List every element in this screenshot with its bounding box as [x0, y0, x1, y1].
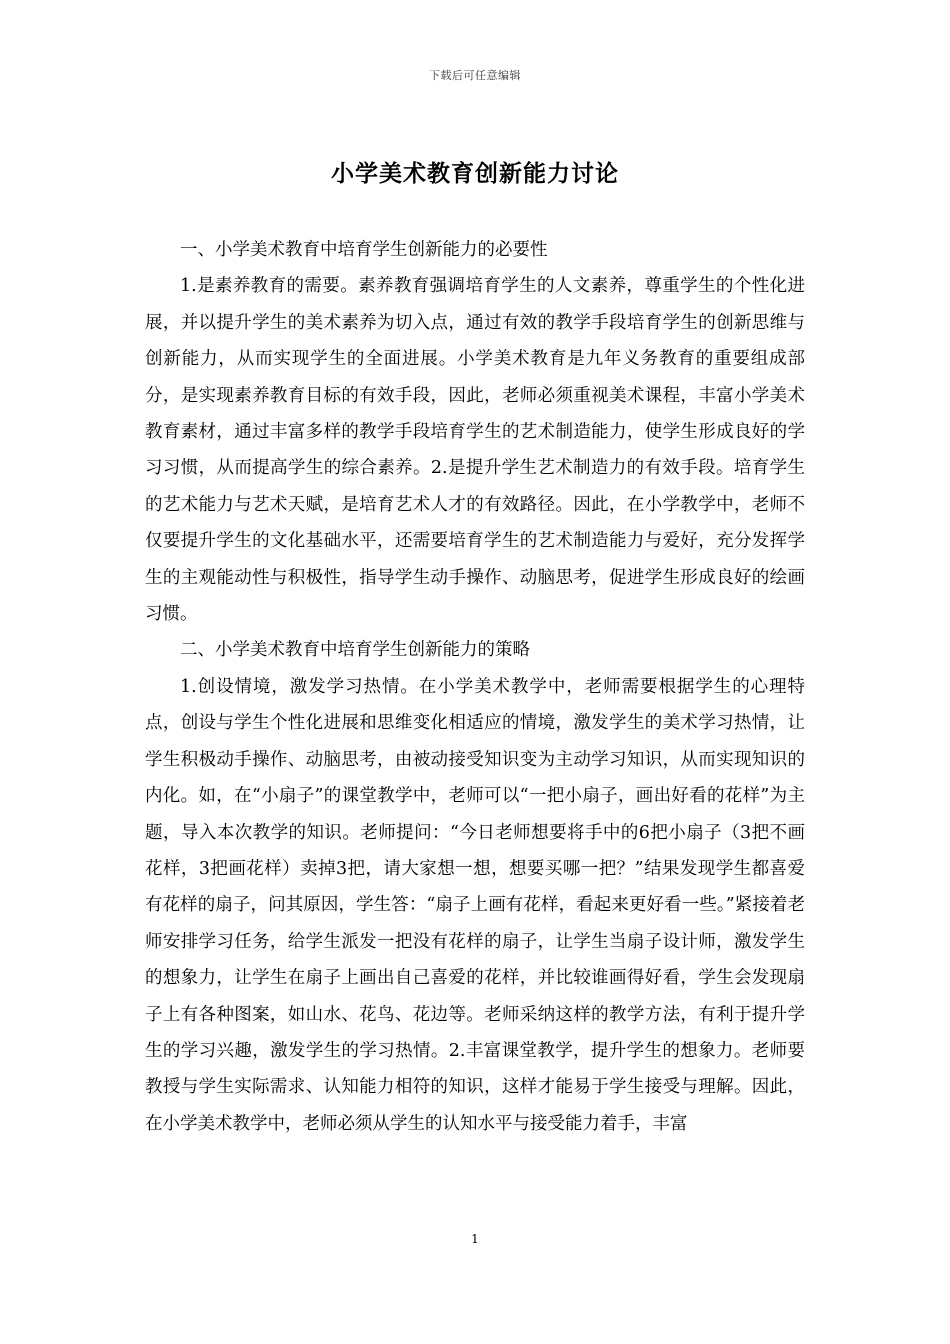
paragraph-2: 1.创设情境，激发学习热情。在小学美术教学中，老师需要根据学生的心理特点，创设与学生个性化进展和思维变化相适应的情境，激发学生的美术学习热情，让学生积极动手操作、动脑思考，由被动接受知识变为主动学习知识，从而实现知识的内化。如，在“小扇子”的课堂教学中，老师可以“一把小扇子，画出好看的花样”为主题，导入本次教学的知识。老师提问：“今日老师想要将手中的6把小扇子（3把不画花样，3把画花样）卖掉3把，请大家想一想，想要买哪一把？”结果发现学生都喜爱有花样的扇子，问其原因，学生答：“扇子上画有花样，看起来更好看一些。”紧接着老师安排学习任务，给学生派发一把没有花样的扇子，让学生当扇子设计师，激发学生的想象力，让学生在扇子上画出自己喜爱的花样，并比较谁画得好看，学生会发现扇子上有各种图案，如山水、花鸟、花边等。老师采纳这样的教学方法，有利于提升学生的学习兴趣，激发学生的学习热情。2.丰富课堂教学，提升学生的想象力。老师要教授与学生实际需求、认知能力相符的知识，这样才能易于学生接受与理解。因此，在小学美术教学中，老师必须从学生的认知水平与接受能力着手，丰富: [145, 676, 805, 1134]
document-title: 小学美术教育创新能力讨论: [331, 160, 619, 187]
section-heading-2: 二、小学美术教育中培育学生创新能力的策略: [180, 640, 530, 661]
page-number: 1: [471, 1232, 479, 1246]
section-heading-1: 一、小学美术教育中培育学生创新能力的必要性: [180, 240, 548, 260]
page-header-note: 下载后可任意编辑: [429, 69, 521, 82]
paragraph-1: 1.是素养教育的需要。素养教育强调培育学生的人文素养，尊重学生的个性化进展，并以提升学生的美术素养为切入点，通过有效的教学手段培育学生的创新思维与创新能力，从而实现学生的全面进展。小学美术教育是九年义务教育的重要组成部分，是实现素养教育目标的有效手段，因此，老师必须重视美术课程，丰富小学美术教育素材，通过丰富多样的教学手段培育学生的艺术制造能力，使学生形成良好的学习习惯，从而提高学生的综合素养。2.是提升学生艺术制造力的有效手段。培育学生的艺术能力与艺术天赋，是培育艺术人才的有效路径。因此，在小学教学中，老师不仅要提升学生的文化基础水平，还需要培育学生的艺术制造能力与爱好，充分发挥学生的主观能动性与积极性，指导学生动手操作、动脑思考，促进学生形成良好的绘画习惯。: [145, 276, 805, 625]
document-body: [145, 232, 805, 1142]
